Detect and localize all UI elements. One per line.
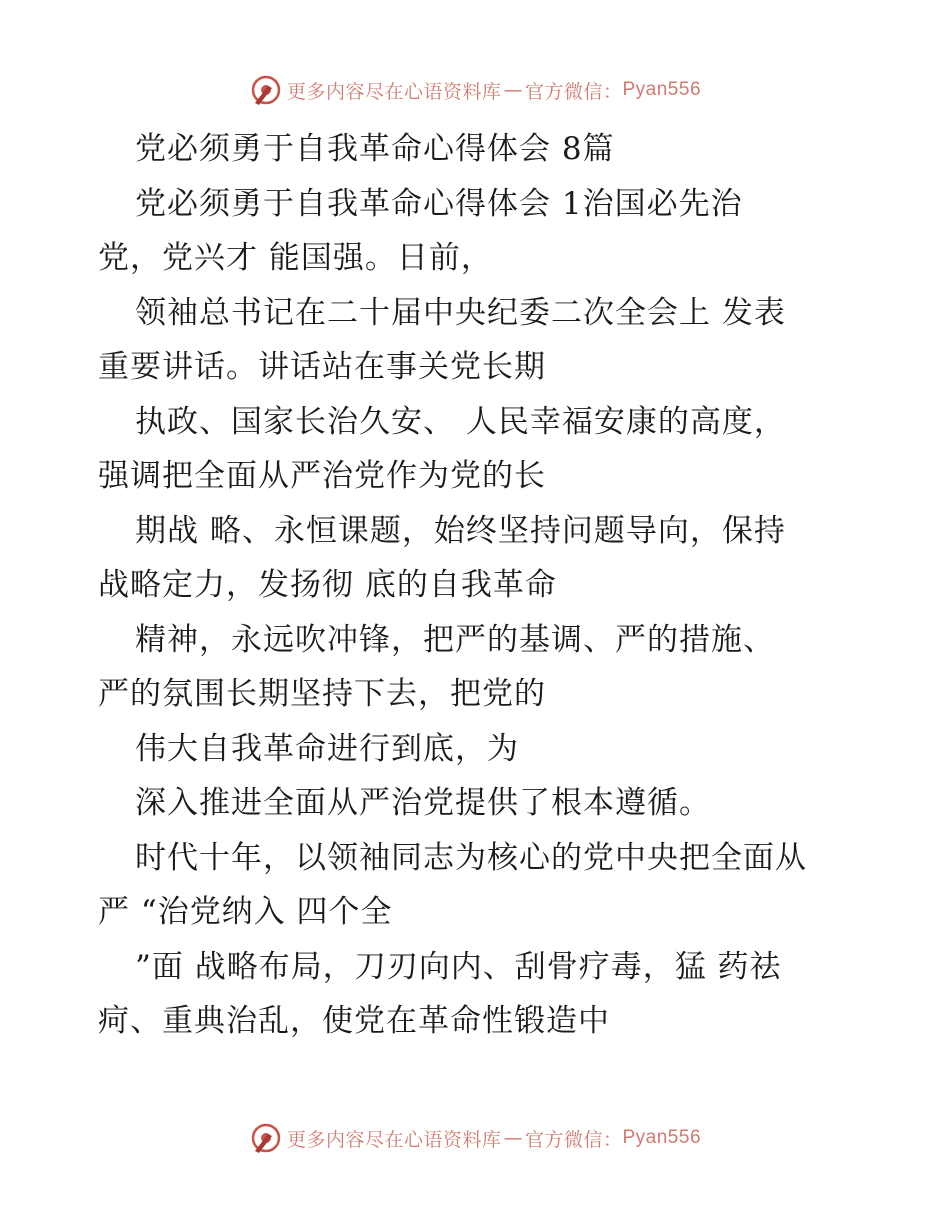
text-line: 战略定力，发扬彻 底的自我革命 <box>98 567 557 603</box>
wechat-account: Pyan556 <box>622 79 702 100</box>
document-body <box>98 122 858 1049</box>
official-label: 官方微信： <box>524 80 623 103</box>
text-line: 深入推进全面从严治党提供了根本遵循。 <box>135 785 711 821</box>
text-line: 严的氛围长期坚持下去，把党的 <box>98 676 546 712</box>
pen-logo-icon <box>249 73 283 107</box>
site-name: 更多内容尽在心语资料库 <box>286 80 502 103</box>
text-line: 党，党兴才 能国强。日前， <box>98 240 493 276</box>
official-label: 官方微信： <box>524 1128 623 1151</box>
separator: — <box>503 79 523 101</box>
text-line: 时代十年，以领袖同志为核心的党中央把全面从 <box>135 839 807 876</box>
footer-watermark <box>0 1118 950 1158</box>
pen-logo-icon <box>249 1121 283 1155</box>
text-line: ”面 战略布局，刀刃向内、刮骨疗毒，猛 药祛 <box>135 948 782 985</box>
text-line: 重要讲话。讲话站在事关党长期 <box>98 349 546 385</box>
document-title: 党必须勇于自我革命心得体会 8篇 <box>135 131 615 167</box>
text-line: 执政、国家长治久安、 人民幸福安康的高度， <box>135 403 786 440</box>
text-line: 领袖总书记在二十届中央纪委二次全会上 发表 <box>135 294 786 331</box>
header-watermark <box>0 70 950 110</box>
separator: — <box>503 1127 523 1149</box>
text-line: 疴、重典治乱，使党在革命性锻造中 <box>98 1003 610 1039</box>
text-line: 精神，永远吹冲锋，把严的基调、严的措施、 <box>135 621 775 658</box>
text-line: 期战 略、永恒课题，始终坚持问题导向，保持 <box>135 512 786 549</box>
text-line: 伟大自我革命进行到底，为 <box>135 730 519 767</box>
wechat-account: Pyan556 <box>622 1127 702 1148</box>
text-line: 严 “治党纳入 四个全 <box>98 894 393 930</box>
site-name: 更多内容尽在心语资料库 <box>286 1128 502 1151</box>
text-line: 党必须勇于自我革命心得体会 1治国必先治 <box>135 185 743 222</box>
text-line: 强调把全面从严治党作为党的长 <box>98 458 546 494</box>
